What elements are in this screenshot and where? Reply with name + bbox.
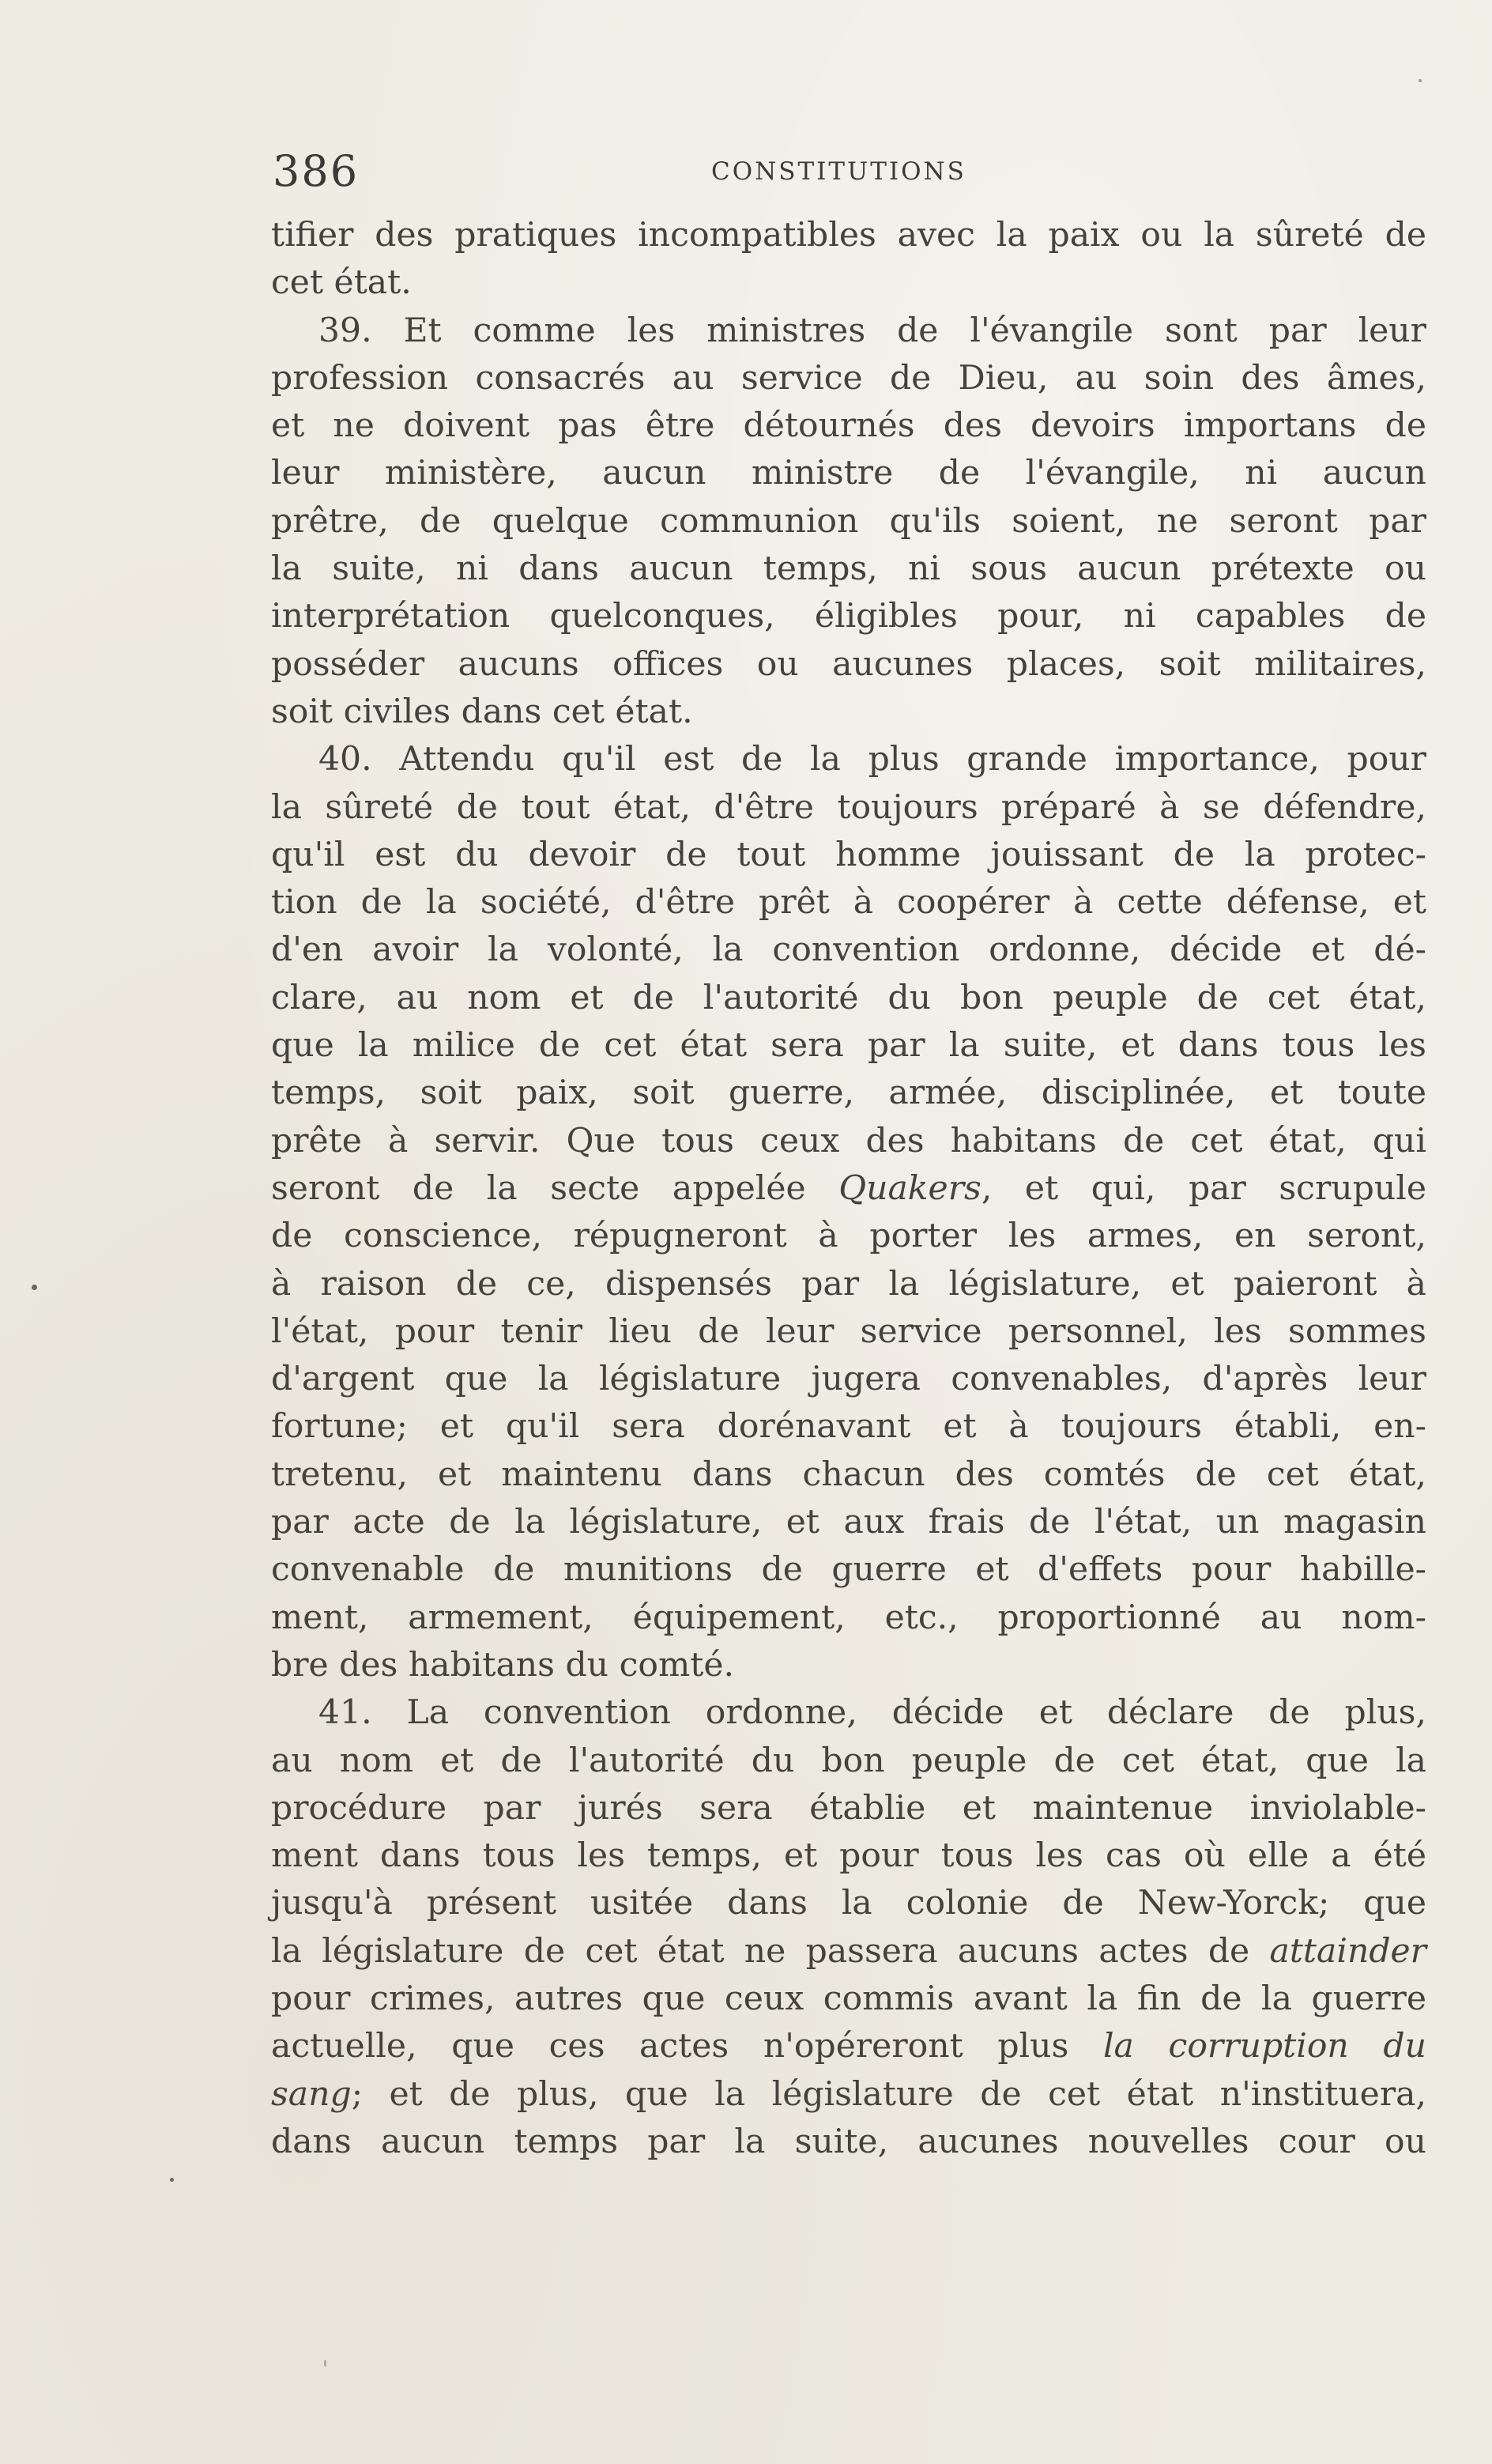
text-line: bre des habitans du comté. [271, 1645, 734, 1685]
body-text [271, 212, 1426, 2166]
text-line: pour crimes, autres que ceux commis avant la fin de la guerre [271, 1979, 1426, 2018]
text-line: convenable de munitions de guerre et d'effets pour habille- [271, 1550, 1426, 1590]
text-line: que la milice de cet état sera par la suite, et dans tous les [271, 1026, 1426, 1066]
text-line: soit civiles dans cet état. [271, 692, 693, 731]
italic-term: sang [271, 2074, 352, 2114]
article-41-start: 41. La convention ordonne, décide et déclare de plus, [318, 1693, 1426, 1733]
text-line: cet état. [271, 263, 412, 303]
text-line: posséder aucuns offices ou aucunes places, soit militaires, [271, 644, 1426, 684]
paper-speck [1419, 79, 1422, 82]
text-line: procédure par jurés sera établie et maintenue inviolable- [271, 1788, 1426, 1828]
text-line: au nom et de l'autorité du bon peuple de cet état, que la [271, 1741, 1426, 1780]
text-line: jusqu'à présent usitée dans la colonie de New-Yorck; que [271, 1884, 1426, 1923]
page-header [273, 146, 1426, 202]
text-line: et ne doivent pas être détournés des devoirs importans de [271, 406, 1426, 446]
text-line: par acte de la législature, et aux frais de l'état, un magasin [271, 1503, 1426, 1542]
text-line: la suite, ni dans aucun temps, ni sous aucun prétexte ou [271, 549, 1426, 589]
text-line: ment, armement, équipement, etc., proportionné au nom- [271, 1598, 1426, 1637]
italic-term: Quakers [838, 1168, 981, 1208]
text-line: d'argent que la législature jugera convenables, d'après leur [271, 1360, 1426, 1399]
running-head: CONSTITUTIONS [711, 157, 966, 186]
paper-speck [324, 2360, 326, 2367]
text-line: actuelle, que ces actes n'opéreront plus la corruption du [271, 2027, 1427, 2066]
text-line: qu'il est du devoir de tout homme jouissant de la protec- [271, 835, 1426, 874]
page-number: 386 [273, 146, 360, 196]
text-line: dans aucun temps par la suite, aucunes nouvelles cour ou [271, 2122, 1426, 2161]
text-line: de conscience, répugneront à porter les armes, en seront, [271, 1217, 1426, 1256]
text-line: sang; et de plus, que la législature de cet état n'instituera, [271, 2074, 1426, 2114]
text-line: l'état, pour tenir lieu de leur service personnel, les sommes [271, 1311, 1426, 1351]
text-line: interprétation quelconques, éligibles pour, ni capables de [271, 597, 1426, 636]
text-line: leur ministère, aucun ministre de l'évangile, ni aucun [271, 454, 1426, 493]
italic-term: attainder [1269, 1931, 1426, 1971]
text-line: à raison de ce, dispensés par la législature, et paieront à [271, 1264, 1426, 1304]
text-line: seront de la secte appelée Quakers, et qui, par scrupule [271, 1168, 1426, 1208]
text-line: la législature de cet état ne passera aucuns actes de attainder [271, 1931, 1426, 1971]
paper-speck [32, 1285, 37, 1290]
paper-speck [170, 2178, 174, 2182]
text-line: tion de la société, d'être prêt à coopérer à cette défense, et [271, 883, 1426, 923]
text-line: prête à servir. Que tous ceux des habitans de cet état, qui [271, 1121, 1426, 1160]
text-line: fortune; et qu'il sera dorénavant et à toujours établi, en- [271, 1407, 1426, 1447]
text-line: d'en avoir la volonté, la convention ordonne, décide et dé- [271, 930, 1426, 970]
text-line: ment dans tous les temps, et pour tous les cas où elle a été [271, 1836, 1426, 1876]
text-line: prêtre, de quelque communion qu'ils soient, ne seront par [271, 501, 1426, 541]
article-40-start: 40. Attendu qu'il est de la plus grande importance, pour [318, 740, 1426, 779]
text-line: profession consacrés au service de Dieu, au soin des âmes, [271, 358, 1426, 398]
text-line: tretenu, et maintenu dans chacun des comtés de cet état, [271, 1455, 1426, 1494]
text-line: la sûreté de tout état, d'être toujours préparé à se défendre, [271, 787, 1426, 827]
text-line: clare, au nom et de l'autorité du bon peuple de cet état, [271, 978, 1426, 1017]
italic-term: la corruption du [1102, 2027, 1427, 2066]
text-line: tifier des pratiques incompatibles avec la paix ou la sûreté de [271, 216, 1426, 255]
article-39-start: 39. Et comme les ministres de l'évangile sont par leur [318, 311, 1426, 350]
text-line: temps, soit paix, soit guerre, armée, disciplinée, et toute [271, 1074, 1426, 1113]
